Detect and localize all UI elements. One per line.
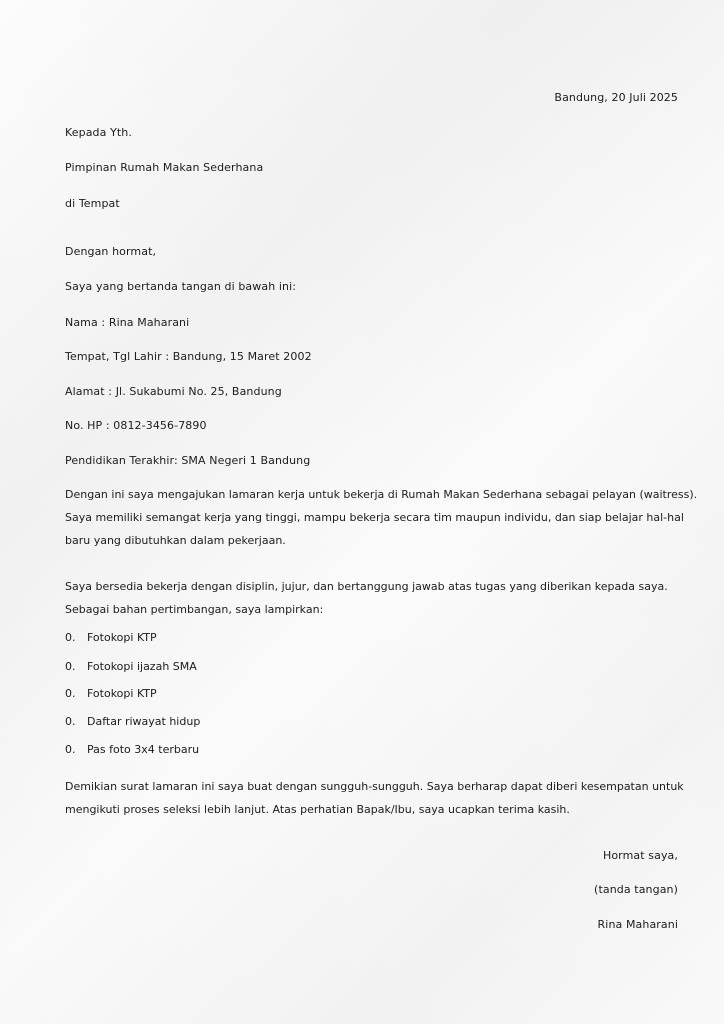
- attachment-label: Fotokopi KTP: [87, 687, 157, 700]
- applicant-birth: Tempat, Tgl Lahir : Bandung, 15 Maret 2002: [65, 350, 312, 363]
- applicant-address: Alamat : Jl. Sukabumi No. 25, Bandung: [65, 385, 282, 398]
- attachment-item: [65, 660, 197, 674]
- paragraph-line: Saya bersedia bekerja dengan disiplin, jujur, dan bertanggung jawab atas tugas yang diberikan kepada saya.: [65, 580, 668, 593]
- signer-name: Rina Maharani: [597, 918, 678, 931]
- applicant-education: Pendidikan Terakhir: SMA Negeri 1 Bandung: [65, 454, 311, 467]
- recipient-salutation: Kepada Yth.: [65, 126, 132, 139]
- attachment-label: Fotokopi KTP: [87, 631, 157, 644]
- paragraph-line: baru yang dibutuhkan dalam pekerjaan.: [65, 534, 286, 547]
- attachment-number: 0.: [65, 743, 76, 756]
- attachment-number: 0.: [65, 715, 76, 728]
- attachment-item: [65, 743, 199, 757]
- attachment-number: 0.: [65, 631, 76, 644]
- recipient-name: Pimpinan Rumah Makan Sederhana: [65, 161, 264, 174]
- signoff: Hormat saya,: [602, 849, 678, 862]
- attachment-number: 0.: [65, 687, 76, 700]
- attachment-label: Pas foto 3x4 terbaru: [87, 743, 200, 756]
- paragraph-line: Demikian surat lamaran ini saya buat dengan sungguh-sungguh. Saya berharap dapat diberi kesempatan untuk: [65, 780, 684, 793]
- paragraph-application: [65, 483, 698, 552]
- applicant-phone: No. HP : 0812-3456-7890: [65, 419, 207, 432]
- attachment-number: 0.: [65, 660, 76, 673]
- attachment-item: [65, 715, 200, 729]
- recipient-location: di Tempat: [65, 197, 120, 210]
- paragraph-line: Dengan ini saya mengajukan lamaran kerja untuk bekerja di Rumah Makan Sederhana sebagai pelayan (waitress).: [65, 488, 698, 501]
- attachment-label: Fotokopi ijazah SMA: [87, 660, 197, 673]
- paragraph-line: Saya memiliki semangat kerja yang tinggi, mampu bekerja secara tim maupun individu, dan siap belajar hal-hal: [65, 511, 684, 524]
- signature-placeholder: (tanda tangan): [594, 883, 678, 896]
- attachment-label: Daftar riwayat hidup: [87, 715, 201, 728]
- paragraph-line: Sebagai bahan pertimbangan, saya lampirkan:: [65, 603, 324, 616]
- greeting: Dengan hormat,: [65, 245, 157, 258]
- paragraph-closing: [65, 775, 685, 821]
- place-date: Bandung, 20 Juli 2025: [554, 91, 678, 104]
- attachment-item: [65, 687, 157, 701]
- paragraph-line: mengikuti proses seleksi lebih lanjut. Atas perhatian Bapak/Ibu, saya ucapkan terima kasih.: [65, 803, 570, 816]
- applicant-name: Nama : Rina Maharani: [65, 316, 190, 329]
- paragraph-commitment: [65, 575, 685, 621]
- attachment-item: [65, 631, 157, 645]
- intro-text: Saya yang bertanda tangan di bawah ini:: [65, 280, 297, 293]
